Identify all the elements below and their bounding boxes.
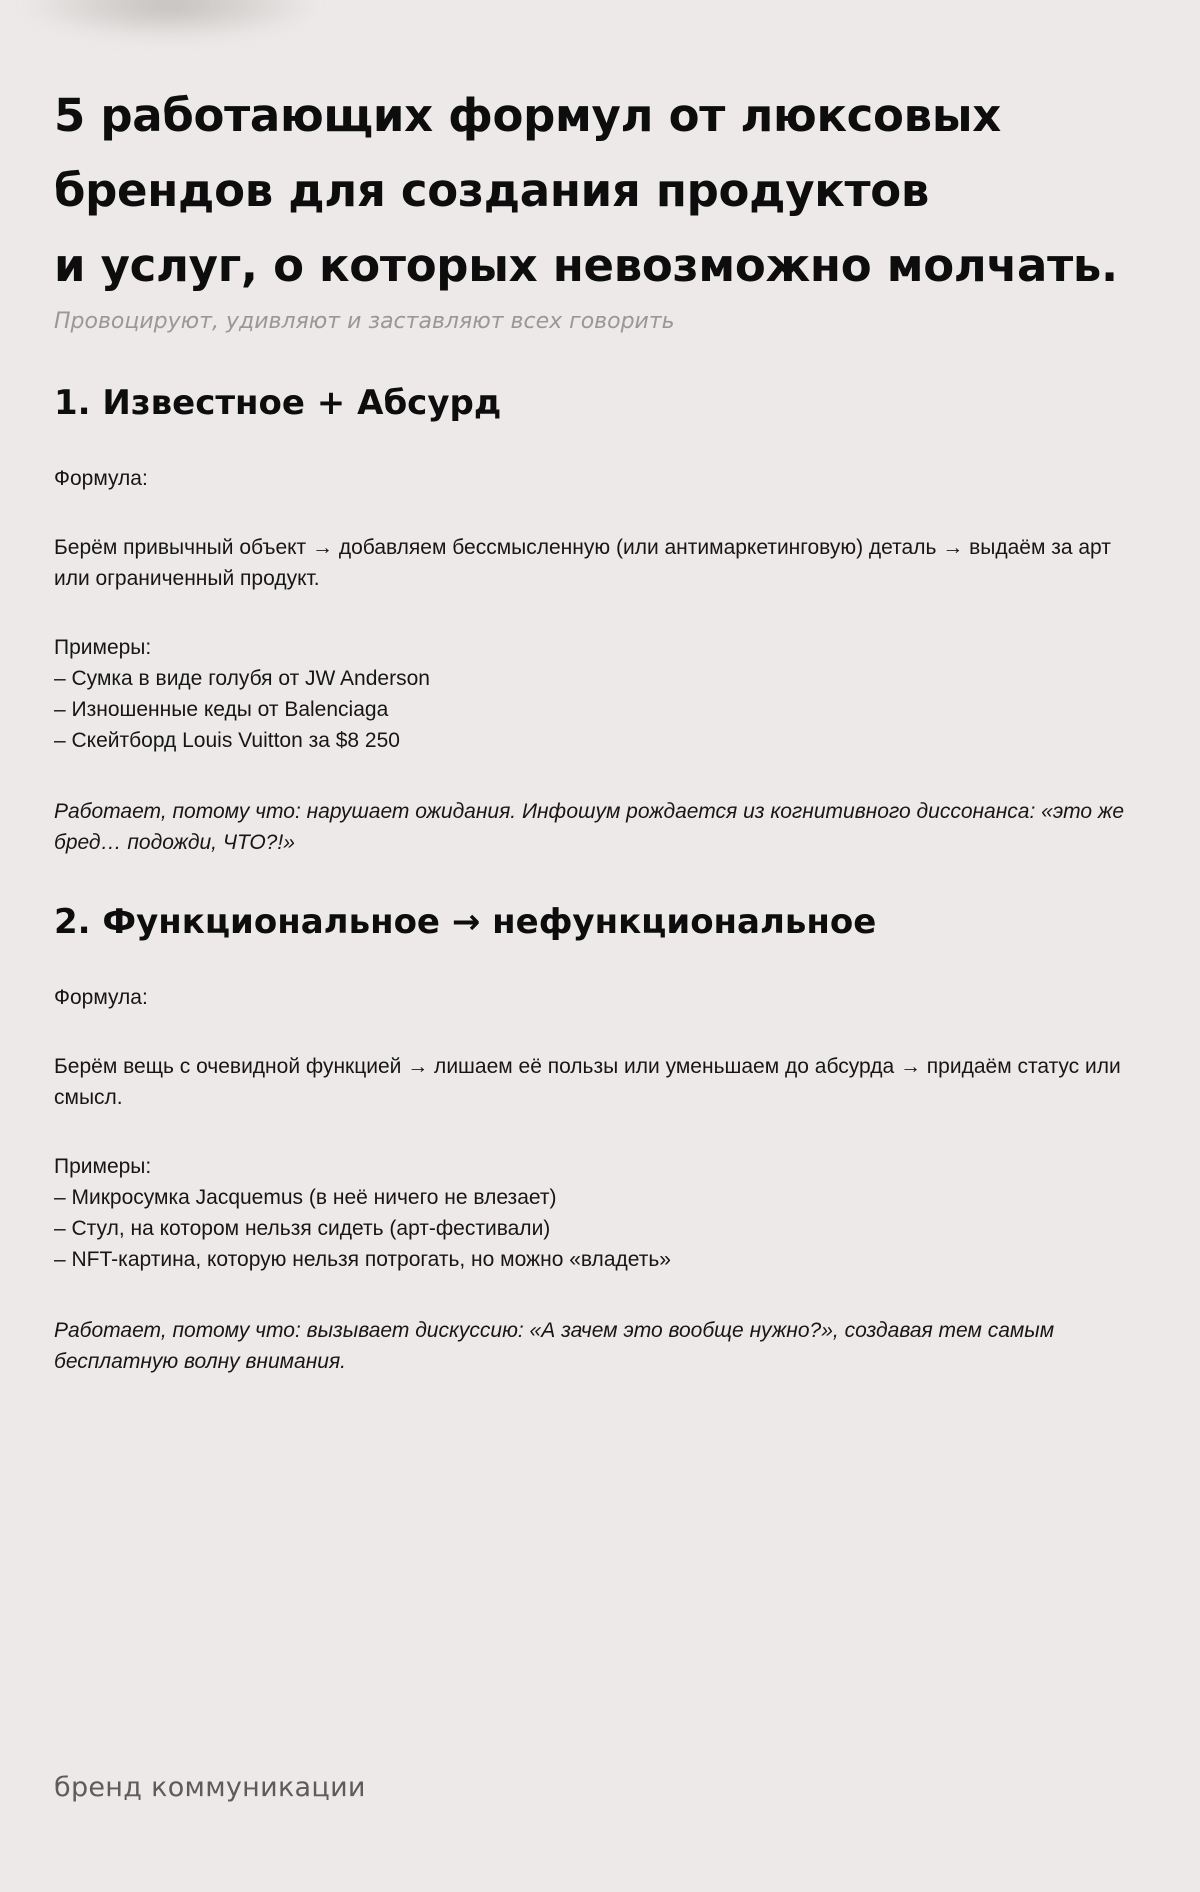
article [54, 78, 1144, 1377]
section-2 [54, 900, 1144, 1377]
formula-label: Формула: [54, 467, 148, 490]
example-item: – NFT-картина, которую нельзя потрогать, но можно «владеть» [54, 1248, 671, 1271]
examples-list [54, 663, 1144, 756]
examples-label: Примеры: [54, 636, 152, 659]
example-item: – Стул, на котором нельзя сидеть (арт-фестивали) [54, 1217, 551, 1240]
formula-label: Формула: [54, 986, 148, 1009]
example-item: – Микросумка Jacquemus (в неё ничего не влезает) [54, 1186, 557, 1209]
formula-text: Берём вещь с очевидной функцией → лишаем её пользы или уменьшаем до абсурда → придаём статус или смысл. [54, 1055, 1121, 1109]
why-it-works-text: Работает, потому что: нарушает ожидания. Инфошум рождается из когнитивного диссонанса: «это же бред… подожди, ЧТО?!» [54, 800, 1125, 854]
formula-text: Берём привычный объект → добавляем бессмысленную (или антимаркетинговую) деталь → выдаём за арт или ограниченный продукт. [54, 536, 1111, 590]
title-line: и услуг, о которых невозможно молчать. [54, 239, 1118, 292]
example-item: – Скейтборд Louis Vuitton за $8 250 [54, 729, 400, 752]
section-heading: 2. Функциональное → нефункциональное [54, 902, 877, 942]
examples-label: Примеры: [54, 1155, 152, 1178]
examples-list [54, 1182, 1144, 1275]
example-item: – Изношенные кеды от Balenciaga [54, 698, 389, 721]
page-title [54, 78, 1144, 303]
section-heading: 1. Известное + Абсурд [54, 383, 502, 423]
example-item: – Сумка в виде голубя от JW Anderson [54, 667, 430, 690]
section-1 [54, 381, 1144, 858]
footer-brand-label: бренд коммуникации [54, 1772, 366, 1803]
title-line: 5 работающих формул от люксовых [54, 89, 1001, 142]
title-line: брендов для создания продуктов [54, 164, 930, 217]
top-blur-decoration [20, 0, 320, 40]
page-subtitle: Провоцируют, удивляют и заставляют всех говорить [54, 309, 675, 334]
why-it-works-text: Работает, потому что: вызывает дискуссию: «А зачем это вообще нужно?», создавая тем самым бесплатную волну внимания. [54, 1319, 1055, 1373]
